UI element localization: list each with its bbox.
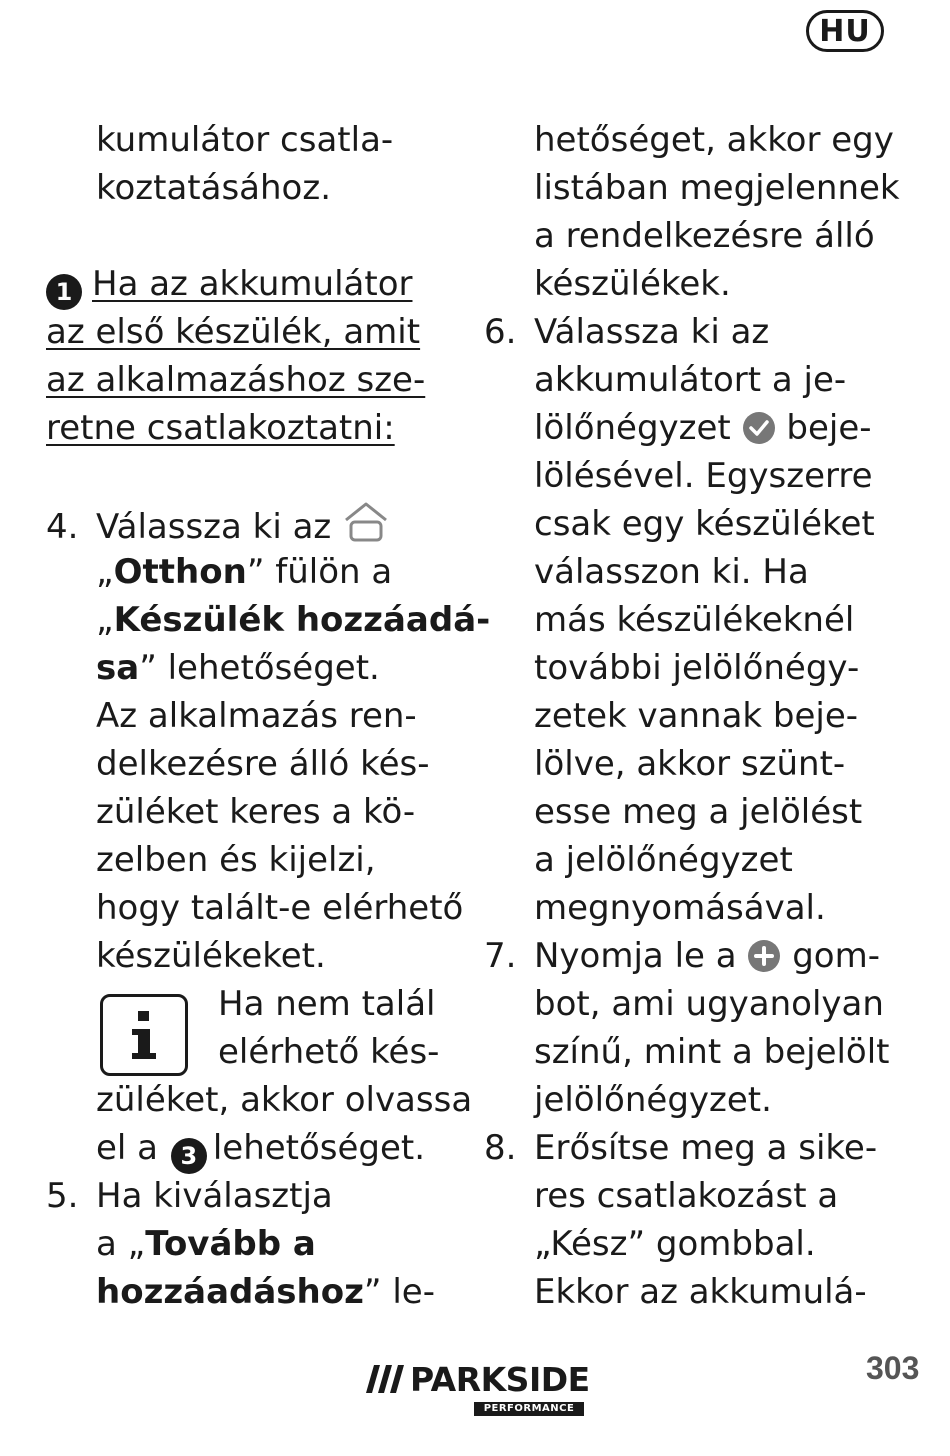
step-7-line: 7. Nyomja le a gom- [484,932,904,980]
parkside-logo [366,1360,590,1420]
step-number: 4. [46,507,79,547]
step-text: bot, ami ugyanolyan [534,984,884,1024]
step-text: Ha kiválasztja [96,1176,333,1216]
left-column [46,116,491,1316]
step-text: sa” lehetőséget. [96,648,380,688]
step-text: más készülékeknél [534,600,855,640]
logo-slashes-icon [366,1365,406,1397]
step-text: készülékeket. [96,936,326,976]
section-heading: az alkalmazáshoz sze- [46,360,426,400]
ui-term: hozzáadáshoz [96,1272,364,1312]
language-code: HU [819,13,871,49]
right-column [484,116,904,1316]
brand-name: PARKSIDE [410,1360,590,1399]
step-text: „Kész” gombbal. [534,1224,816,1264]
checkmark-circle-icon [742,410,776,458]
step-text: lölőnégyzet beje- [484,404,904,452]
step-5-line [46,1172,456,1220]
step-8-line [484,1124,904,1172]
info-text: züléket, akkor olvassa [96,1080,473,1120]
step-text: a rendelkezésre álló [534,216,875,256]
step-text: listában megjelennek [534,168,900,208]
step-text: res csatlakozást a [534,1176,839,1216]
ui-term: sa [96,648,140,688]
step-text: lölésével. Egyszerre [534,456,873,496]
ui-term: Készülék hozzáadá- [113,600,491,640]
step-text: „Készülék hozzáadá- [96,600,491,640]
step-6-line [484,308,904,356]
brand-subtitle: PERFORMANCE [474,1402,584,1416]
step-text: Nyomja le a [534,936,737,976]
step-text: további jelölőnégy- [534,648,860,688]
reference-badge: 3 [171,1138,207,1174]
section-number-badge: 1 [46,274,82,310]
plus-circle-icon [747,938,781,986]
step-text: zelben és kijelzi, [96,840,376,880]
step-text: Válassza ki az [96,507,332,547]
text-line: koztatásához. [96,168,332,208]
page-number: 303 [866,1350,920,1386]
step-text: akkumulátort a je- [534,360,847,400]
step-text: készülékek. [534,264,731,304]
step-text: Ekkor az akkumulá- [534,1272,867,1312]
step-number: 8. [484,1128,517,1168]
language-badge [806,10,884,52]
step-text: lölve, akkor szünt- [534,744,846,784]
step-text: csak egy készüléket [534,504,875,544]
section-heading-line [46,260,456,308]
step-text: jelölőnégyzet. [534,1080,772,1120]
step-text: esse meg a jelölést [534,792,863,832]
step-text: a jelölőnégyzet [534,840,793,880]
text-line: kumulátor csatla- [96,120,394,160]
info-text: elérhető kés- [218,1032,440,1072]
step-4-line [46,500,456,548]
ui-term: Tovább a [145,1224,316,1264]
section-heading: Ha az akkumulátor [92,264,413,304]
step-text: megnyomásával. [534,888,826,928]
step-text: válasszon ki. Ha [534,552,809,592]
step-text: Erősítse meg a sike- [534,1128,878,1168]
step-text: delkezésre álló kés- [96,744,430,784]
step-text: Az alkalmazás ren- [96,696,417,736]
step-text: Válassza ki az [534,312,770,352]
info-text: el a 3 lehetőséget. [46,1124,456,1172]
step-number: 7. [484,936,517,976]
step-number: 6. [484,312,517,352]
info-text: Ha nem talál [218,984,436,1024]
info-icon [100,994,188,1076]
step-text: zetek vannak beje- [534,696,859,736]
step-text: hetőséget, akkor egy [534,120,894,160]
step-text: hogy talált-e elérhető [96,888,464,928]
section-heading: az első készülék, amit [46,312,421,352]
step-text: hozzáadáshoz” le- [96,1272,435,1312]
step-text: „Otthon” fülön a [96,552,393,592]
step-text: színű, mint a bejelölt [534,1032,890,1072]
step-text: a „Tovább a [96,1224,316,1264]
step-number: 5. [46,1176,79,1216]
ui-term: Otthon [113,552,247,592]
step-text: züléket keres a kö- [96,792,416,832]
section-heading: retne csatlakoztatni: [46,408,395,448]
